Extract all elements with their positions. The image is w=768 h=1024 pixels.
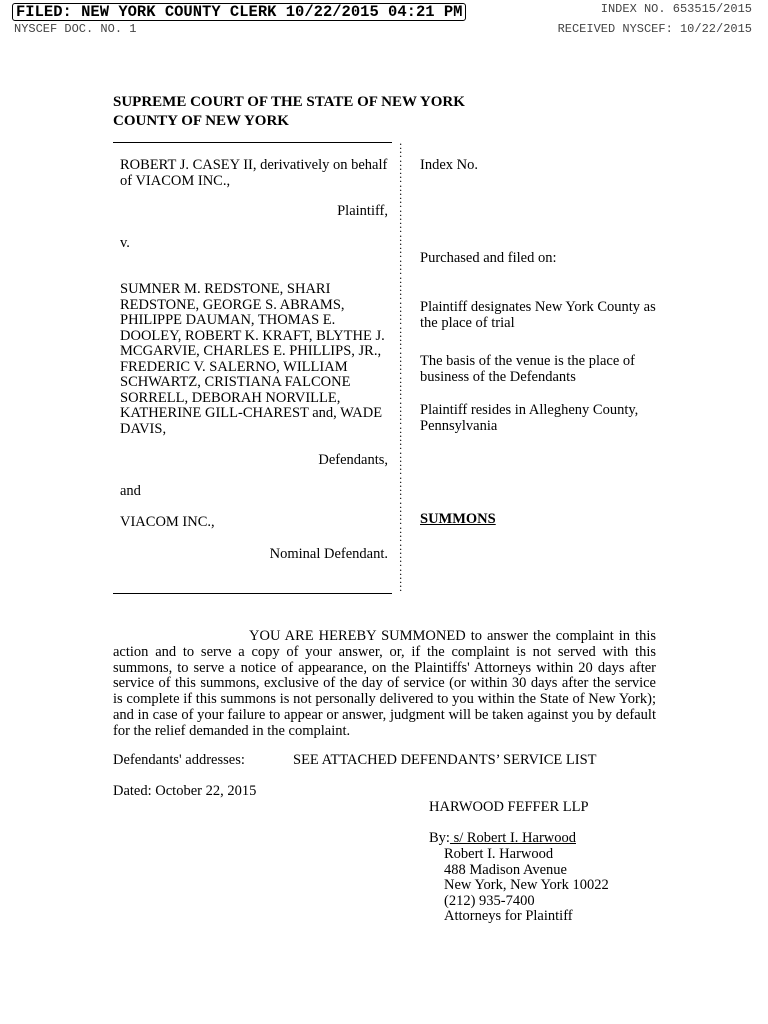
attorneys-role: Attorneys for Plaintiff [444, 908, 573, 924]
phone-number: (212) 935-7400 [444, 892, 535, 909]
signature-block [444, 847, 609, 925]
defendants-names: SUMNER M. REDSTONE, SHARI REDSTONE, GEORGE S. ABRAMS, PHILIPPE DAUMAN, THOMAS E. DOOLEY, ROBERT K. KRAFT, BLYTHE J. MCGARVIE, CHARLES E. PHILLIPS, JR., FREDERIC V. SALERNO, WILLIAM SCHWARTZ, CRISTIANA FALCONE SORRELL, DEBORAH NORVILLE, KATHERINE GILL-CHAREST and, WADE DAVIS, [120, 281, 385, 437]
plaintiff-label: Plaintiff, [337, 203, 388, 219]
index-number: INDEX NO. 653515/2015 [600, 2, 752, 16]
plaintiff-name: ROBERT J. CASEY II, derivatively on behalf of VIACOM INC., [120, 157, 388, 189]
addresses-label: Defendants' addresses: [113, 752, 245, 768]
nominal-defendant-name: VIACOM INC., [120, 514, 215, 530]
summons-title: SUMMONS [420, 511, 496, 527]
dated-line: Dated: October 22, 2015 [113, 783, 257, 799]
signature-line [429, 831, 576, 847]
court-heading [113, 93, 465, 131]
street-address: 488 Madison Avenue [444, 861, 567, 878]
law-firm-name: HARWOOD FEFFER LLP [429, 799, 589, 815]
nyscef-doc-number: NYSCEF DOC. NO. 1 [14, 22, 137, 36]
plaintiff-residence: Plaintiff resides in Allegheny County, Pennsylvania [420, 402, 639, 434]
versus: v. [120, 235, 130, 251]
received-date: RECEIVED NYSCEF: 10/22/2015 [557, 22, 752, 36]
by-label: By: [429, 830, 450, 846]
defendants-label: Defendants, [318, 452, 388, 468]
purchased-filed-label: Purchased and filed on: [420, 250, 557, 266]
summons-text: YOU ARE HEREBY SUMMONED to answer the complaint in this action and to serve a copy of your answer, or, if the complaint is not served with this summons, to serve a notice of appearance, on the Plaintiffs' Attorneys within 20 days after service of this summons, exclusive of the day of service (or within 30 days after the service is complete if this summons is not personally delivered to you within the State of New York); and in case of your failure to appear or answer, judgment will be taken against you by default for the relief demanded in the complaint. [113, 628, 656, 739]
caption-colon-divider: : : : : : : : : : : : : : : : : : : : : : : : : : : : : : : : : : : : : : : : : : : : : : : : : : : : : : : [399, 138, 403, 595]
place-of-trial: Plaintiff designates New York County as the place of trial [420, 299, 656, 331]
attorney-name: Robert I. Harwood [444, 846, 554, 862]
caption-bottom-rule [113, 593, 392, 594]
caption-top-rule [113, 142, 392, 143]
electronic-signature: s/ Robert I. Harwood [449, 830, 576, 846]
addresses-value: SEE ATTACHED DEFENDANTS’ SERVICE LIST [293, 752, 597, 768]
court-name: SUPREME COURT OF THE STATE OF NEW YORK [113, 94, 465, 110]
summons-paragraph [113, 629, 656, 740]
filed-stamp: FILED: NEW YORK COUNTY CLERK 10/22/2015 04:21 PM [12, 3, 466, 21]
and-label: and [120, 483, 141, 499]
city-state-zip: New York, New York 10022 [444, 877, 609, 893]
nominal-defendant-label: Nominal Defendant. [269, 546, 388, 562]
venue-basis: The basis of the venue is the place of business of the Defendants [420, 353, 636, 385]
index-number-label: Index No. [420, 157, 478, 173]
court-county: COUNTY OF NEW YORK [113, 113, 289, 129]
